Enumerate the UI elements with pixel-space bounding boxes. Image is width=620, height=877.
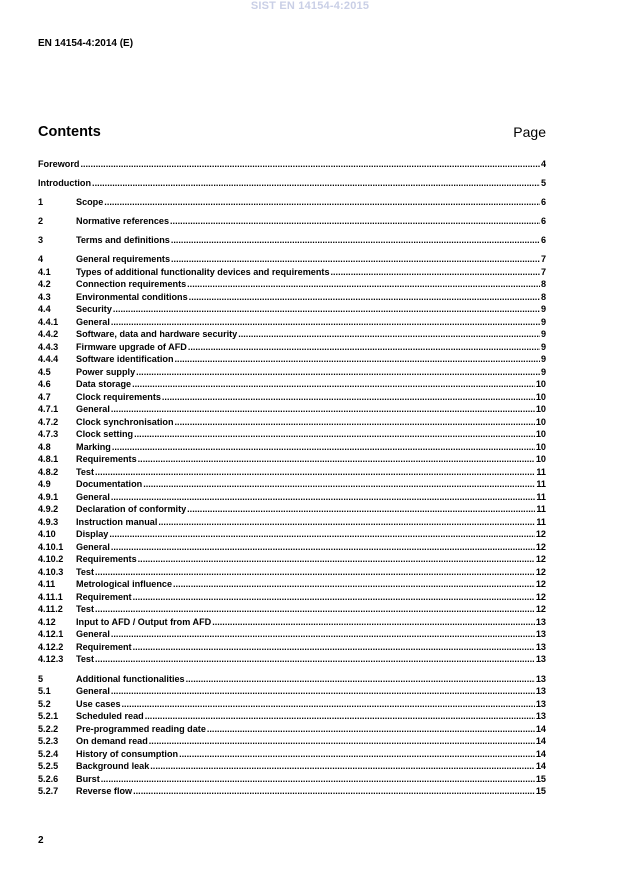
toc-entry-page: 13 — [535, 616, 546, 627]
toc-entry-number: 4.12.1 — [38, 629, 64, 640]
dot-leader — [111, 628, 535, 641]
toc-entry-title: Burst — [76, 773, 100, 784]
dot-leader — [187, 278, 540, 291]
toc-entry-title: Marking — [76, 441, 111, 452]
toc-entry[interactable] — [38, 641, 546, 654]
toc-entry-title: Software, data and hardware security — [76, 329, 238, 340]
toc-entry-page: 10 — [535, 379, 546, 390]
dot-leader — [80, 158, 540, 171]
toc-entry-title: Terms and definitions — [76, 235, 170, 246]
toc-entry-title: General requirements — [76, 254, 171, 265]
dot-leader — [150, 760, 535, 773]
toc-entry-title: Software identification — [76, 354, 174, 365]
toc-entry-page: 13 — [535, 711, 546, 722]
toc-entry-number: 5.2.6 — [38, 773, 59, 784]
dot-leader — [170, 215, 540, 228]
toc-entry-number: 5.2.2 — [38, 723, 59, 734]
dot-leader — [112, 441, 535, 454]
toc-entry-page: 12 — [535, 529, 546, 540]
toc-entry-number: 4.10 — [38, 529, 56, 540]
toc-entry-page: 14 — [535, 748, 546, 759]
toc-entry[interactable] — [38, 491, 546, 504]
toc-entry[interactable] — [38, 710, 546, 723]
toc-entry-page: 13 — [535, 698, 546, 709]
toc-entry-title: Documentation — [76, 479, 143, 490]
toc-entry[interactable] — [38, 316, 546, 329]
toc-entry-page: 12 — [535, 541, 546, 552]
toc-entry[interactable] — [38, 453, 546, 466]
toc-entry-title: Requirement — [76, 591, 132, 602]
table-of-contents — [38, 158, 546, 798]
dot-leader — [133, 785, 535, 798]
toc-entry-number: 2 — [38, 216, 44, 227]
toc-entry-number: 5.2.4 — [38, 748, 59, 759]
dot-leader — [187, 503, 535, 516]
dot-leader — [104, 196, 540, 209]
dot-leader — [158, 516, 535, 529]
toc-entry-title: Requirements — [76, 454, 137, 465]
toc-entry-title: Firmware upgrade of AFD — [76, 341, 187, 352]
toc-entry-number: 5.2.5 — [38, 761, 59, 772]
toc-entry-title: Requirement — [76, 641, 132, 652]
toc-entry-title: Clock requirements — [76, 391, 161, 402]
toc-entry-page: 13 — [535, 673, 546, 684]
toc-entry-number: 4.6 — [38, 379, 51, 390]
toc-entry[interactable] — [38, 416, 546, 429]
toc-entry-title: Reverse flow — [76, 786, 133, 797]
toc-entry-title: Foreword — [38, 159, 80, 169]
toc-entry-title: Test — [76, 604, 95, 615]
toc-entry[interactable] — [38, 215, 546, 228]
toc-entry-title: Test — [76, 566, 95, 577]
toc-entry-number: 4.12.2 — [38, 641, 64, 652]
toc-entry-title: Types of additional functionality devices and requirements — [76, 266, 330, 277]
dot-leader — [207, 723, 535, 736]
toc-entry-number: 4.12.3 — [38, 654, 64, 665]
toc-entry-page: 10 — [535, 429, 546, 440]
toc-entry-title: Declaration of conformity — [76, 504, 187, 515]
toc-entry-page: 12 — [535, 566, 546, 577]
toc-entry[interactable] — [38, 196, 546, 209]
toc-entry-title: General — [76, 541, 110, 552]
dot-leader — [111, 403, 535, 416]
watermark: SIST EN 14154-4:2015 — [250, 0, 370, 12]
document-id: EN 14154-4:2014 (E) — [38, 38, 134, 49]
toc-entry[interactable] — [38, 503, 546, 516]
toc-entry[interactable] — [38, 278, 546, 291]
toc-entry-page: 9 — [540, 304, 546, 315]
toc-entry-number: 4 — [38, 254, 44, 265]
toc-entry[interactable] — [38, 303, 546, 316]
toc-entry-title: Metrological influence — [76, 579, 173, 590]
toc-entry[interactable] — [38, 441, 546, 454]
toc-entry-number: 4.11 — [38, 579, 56, 590]
toc-entry-page: 14 — [535, 736, 546, 747]
toc-entry-number: 4.7 — [38, 391, 51, 402]
toc-entry-title: Additional functionalities — [76, 673, 185, 684]
toc-entry-page: 13 — [535, 686, 546, 697]
toc-entry-number: 4.5 — [38, 366, 51, 377]
dot-leader — [136, 366, 540, 379]
dot-leader — [95, 653, 535, 666]
dot-leader — [171, 234, 540, 247]
toc-entry-title: Background leak — [76, 761, 150, 772]
toc-entry-title: Clock setting — [76, 429, 134, 440]
dot-leader — [331, 266, 540, 279]
dot-leader — [138, 553, 535, 566]
toc-entry[interactable] — [38, 698, 546, 711]
toc-entry-title: Clock synchronisation — [76, 416, 174, 427]
toc-entry-page: 11 — [536, 479, 546, 490]
toc-entry-page: 12 — [535, 604, 546, 615]
contents-heading: Contents — [38, 124, 101, 140]
toc-entry[interactable] — [38, 328, 546, 341]
toc-entry[interactable] — [38, 685, 546, 698]
dot-leader — [111, 316, 540, 329]
toc-entry[interactable] — [38, 773, 546, 786]
dot-leader — [212, 616, 535, 629]
toc-entry-page: 10 — [535, 454, 546, 465]
toc-entry-page: 7 — [540, 266, 546, 277]
toc-entry-page: 8 — [540, 291, 546, 302]
dot-leader — [175, 353, 540, 366]
dot-leader — [238, 328, 540, 341]
toc-entry-number: 4.9.3 — [38, 516, 59, 527]
toc-entry-title: On demand read — [76, 736, 148, 747]
toc-entry-number: 4.7.3 — [38, 429, 59, 440]
dot-leader — [134, 428, 535, 441]
dot-leader — [143, 478, 535, 491]
toc-entry-title: General — [76, 404, 110, 415]
toc-entry-page: 12 — [535, 579, 546, 590]
dot-leader — [162, 391, 535, 404]
toc-entry[interactable] — [38, 603, 546, 616]
dot-leader — [173, 578, 535, 591]
toc-entry[interactable] — [38, 723, 546, 736]
dot-leader — [186, 673, 535, 686]
toc-entry-number: 4.11.2 — [38, 604, 63, 615]
toc-entry[interactable] — [38, 403, 546, 416]
toc-entry-page: 11 — [536, 466, 546, 477]
toc-entry-page: 9 — [540, 341, 546, 352]
toc-entry[interactable] — [38, 566, 546, 579]
toc-entry-page: 11 — [536, 504, 546, 515]
toc-entry[interactable] — [38, 253, 546, 266]
toc-entry-number: 5.1 — [38, 686, 51, 697]
toc-entry-title: Requirements — [76, 554, 137, 565]
toc-entry-title: Display — [76, 529, 109, 540]
toc-entry[interactable] — [38, 785, 546, 798]
dot-leader — [179, 748, 535, 761]
toc-entry[interactable] — [38, 266, 546, 279]
dot-leader — [111, 541, 535, 554]
dot-leader — [149, 735, 535, 748]
dot-leader — [188, 341, 540, 354]
toc-entry-page: 9 — [540, 316, 546, 327]
toc-entry-page: 5 — [540, 178, 546, 189]
dot-leader — [132, 378, 535, 391]
toc-entry-page: 12 — [535, 591, 546, 602]
toc-entry-number: 5 — [38, 673, 44, 684]
toc-entry-page: 15 — [535, 773, 546, 784]
toc-entry-page: 14 — [535, 761, 546, 772]
toc-entry-page: 7 — [540, 254, 546, 265]
toc-entry-title: Connection requirements — [76, 279, 187, 290]
toc-entry-number: 5.2.1 — [38, 711, 59, 722]
toc-entry-title: General — [76, 686, 110, 697]
toc-entry[interactable] — [38, 735, 546, 748]
toc-entry[interactable] — [38, 291, 546, 304]
toc-entry-number: 4.4.4 — [38, 354, 59, 365]
toc-entry-title: Test — [76, 654, 95, 665]
toc-entry[interactable] — [38, 341, 546, 354]
toc-entry-number: 5.2.3 — [38, 736, 59, 747]
toc-entry-number: 4.8 — [38, 441, 51, 452]
dot-leader — [189, 291, 540, 304]
toc-entry-number: 5.2 — [38, 698, 51, 709]
toc-entry[interactable] — [38, 541, 546, 554]
toc-entry-title: Power supply — [76, 366, 136, 377]
dot-leader — [133, 641, 535, 654]
toc-entry-number: 4.4.3 — [38, 341, 59, 352]
dot-leader — [111, 685, 535, 698]
page-number: 2 — [38, 835, 44, 846]
toc-entry-title: Input to AFD / Output from AFD — [76, 616, 212, 627]
toc-entry-title: Use cases — [76, 698, 121, 709]
toc-entry-page: 8 — [540, 279, 546, 290]
dot-leader — [111, 491, 536, 504]
dot-leader — [138, 453, 535, 466]
toc-entry[interactable] — [38, 591, 546, 604]
toc-entry-title: Security — [76, 304, 112, 315]
toc-entry-page: 10 — [535, 391, 546, 402]
toc-entry-number: 1 — [38, 197, 44, 208]
dot-leader — [109, 528, 535, 541]
toc-entry-page: 4 — [540, 159, 546, 169]
toc-entry-title: General — [76, 629, 110, 640]
toc-entry-title: Scope — [76, 197, 104, 208]
toc-entry-number: 4.10.3 — [38, 566, 64, 577]
toc-entry-number: 4.4 — [38, 304, 51, 315]
toc-entry[interactable] — [38, 653, 546, 666]
toc-entry-title: History of consumption — [76, 748, 179, 759]
toc-entry[interactable] — [38, 234, 546, 247]
toc-entry-page: 6 — [540, 235, 546, 246]
toc-entry-page: 9 — [540, 366, 546, 377]
toc-entry[interactable] — [38, 578, 546, 591]
toc-entry-title: Environmental conditions — [76, 291, 188, 302]
toc-entry-number: 4.9 — [38, 479, 51, 490]
toc-entry[interactable] — [38, 478, 546, 491]
toc-entry-page: 13 — [535, 641, 546, 652]
toc-entry-page: 9 — [540, 329, 546, 340]
toc-entry[interactable] — [38, 353, 546, 366]
dot-leader — [145, 710, 535, 723]
dot-leader — [92, 177, 540, 190]
toc-entry-number: 4.11.1 — [38, 591, 63, 602]
dot-leader — [122, 698, 535, 711]
toc-entry-number: 5.2.7 — [38, 786, 59, 797]
toc-entry-number: 4.8.1 — [38, 454, 59, 465]
toc-entry-page: 12 — [535, 554, 546, 565]
toc-entry-title: General — [76, 316, 110, 327]
toc-entry[interactable] — [38, 428, 546, 441]
toc-entry-number: 4.12 — [38, 616, 56, 627]
toc-entry-number: 4.10.1 — [38, 541, 64, 552]
page-column-heading: Page — [513, 124, 546, 140]
toc-entry[interactable] — [38, 748, 546, 761]
toc-entry-number: 4.10.2 — [38, 554, 64, 565]
toc-entry-page: 6 — [540, 216, 546, 227]
toc-entry[interactable] — [38, 616, 546, 629]
toc-entry-page: 10 — [535, 404, 546, 415]
dot-leader — [95, 466, 535, 479]
dot-leader — [101, 773, 535, 786]
toc-entry[interactable] — [38, 553, 546, 566]
toc-entry-number: 4.3 — [38, 291, 51, 302]
toc-entry-page: 10 — [535, 441, 546, 452]
toc-entry-page: 9 — [540, 354, 546, 365]
toc-entry-title: Instruction manual — [76, 516, 158, 527]
toc-entry-title: Introduction — [38, 178, 92, 189]
toc-entry-title: Test — [76, 466, 95, 477]
toc-entry[interactable] — [38, 673, 546, 686]
dot-leader — [113, 303, 540, 316]
dot-leader — [133, 591, 535, 604]
toc-entry-page: 11 — [536, 516, 546, 527]
toc-entry-page: 13 — [535, 629, 546, 640]
toc-entry-page: 13 — [535, 654, 546, 665]
toc-entry[interactable] — [38, 466, 546, 479]
toc-entry[interactable] — [38, 628, 546, 641]
toc-entry-number: 4.8.2 — [38, 466, 59, 477]
toc-entry-number: 4.7.2 — [38, 416, 59, 427]
dot-leader — [175, 416, 535, 429]
toc-entry-number: 4.9.1 — [38, 491, 59, 502]
toc-entry-number: 4.7.1 — [38, 404, 59, 415]
toc-entry-page: 10 — [535, 416, 546, 427]
toc-entry-page: 6 — [540, 197, 546, 208]
toc-entry-page: 15 — [535, 786, 546, 797]
toc-entry[interactable] — [38, 158, 546, 171]
toc-entry[interactable] — [38, 516, 546, 529]
toc-entry-title: Pre-programmed reading date — [76, 723, 206, 734]
toc-entry-number: 4.9.2 — [38, 504, 59, 515]
dot-leader — [95, 603, 535, 616]
toc-entry[interactable] — [38, 366, 546, 379]
toc-entry-number: 4.2 — [38, 279, 51, 290]
toc-entry[interactable] — [38, 177, 546, 190]
toc-entry-number: 4.4.2 — [38, 329, 59, 340]
dot-leader — [95, 566, 535, 579]
toc-entry-page: 11 — [536, 491, 546, 502]
toc-entry-title: Data storage — [76, 379, 132, 390]
toc-entry-title: Scheduled read — [76, 711, 144, 722]
toc-entry-number: 4.4.1 — [38, 316, 59, 327]
toc-entry-title: General — [76, 491, 110, 502]
dot-leader — [171, 253, 540, 266]
toc-entry[interactable] — [38, 528, 546, 541]
toc-entry-number: 4.1 — [38, 266, 51, 277]
toc-entry-number: 3 — [38, 235, 44, 246]
toc-entry[interactable] — [38, 378, 546, 391]
toc-entry[interactable] — [38, 391, 546, 404]
toc-entry-title: Normative references — [76, 216, 170, 227]
toc-entry[interactable] — [38, 760, 546, 773]
toc-entry-page: 14 — [535, 723, 546, 734]
